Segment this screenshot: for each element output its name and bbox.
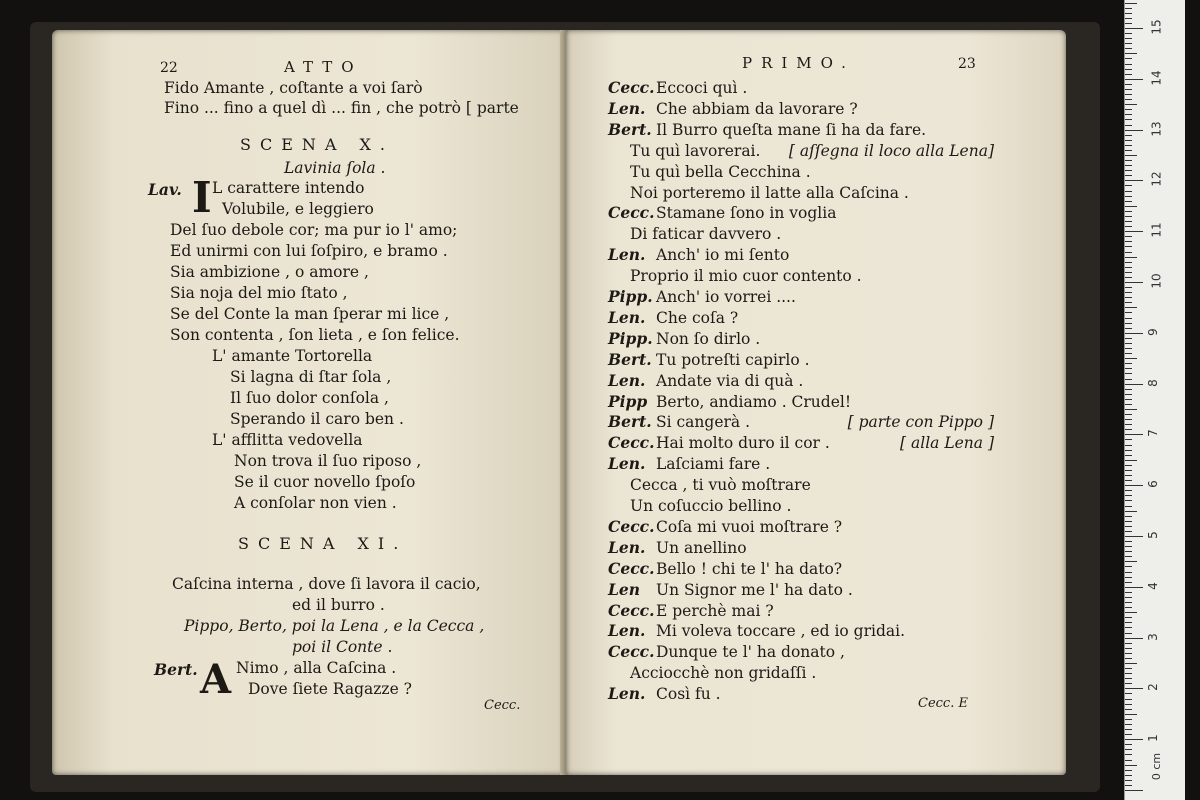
dialogue-line: Non ſo dirlo . (656, 329, 761, 348)
ruler-tick (1125, 282, 1143, 283)
ruler-tick (1125, 99, 1132, 100)
ruler-tick (1125, 445, 1132, 446)
ruler-tick (1125, 84, 1132, 85)
speaker-label: Bert. (154, 660, 198, 679)
dialogue-line: Berto, andiamo . Crudel! (656, 392, 852, 411)
ruler-tick (1125, 94, 1132, 95)
ruler-tick (1125, 668, 1132, 669)
ruler-tick (1125, 211, 1132, 212)
ruler-tick (1125, 551, 1132, 552)
dialogue-line: Anch' io vorrei .... (656, 288, 796, 306)
speaker-label: Len. (608, 537, 646, 557)
speaker-label: Pipp (608, 391, 648, 411)
ruler-tick (1125, 633, 1132, 634)
ruler-tick (1125, 221, 1132, 222)
stage-direction: [ aſſegna il loco alla Lena] (788, 141, 994, 160)
verse-line: Volubile, e leggiero (222, 200, 374, 218)
page-number-left: 22 (160, 60, 178, 76)
ruler-number: 1 (1145, 734, 1160, 743)
dialogue-line: Andate via di quà . (656, 371, 804, 390)
ruler-tick (1125, 739, 1143, 740)
stage-setting: Caſcina interna , dove ſi lavora il cacio, (172, 575, 481, 593)
verse-line: Fino ... fino a quel dì ... fin , che potrò [ parte (164, 99, 519, 117)
ruler-tick (1125, 485, 1143, 486)
ruler-tick (1125, 699, 1132, 700)
verse-line: Non trova il ſuo riposo , (234, 452, 422, 470)
ruler-tick (1125, 582, 1132, 583)
ruler-tick (1125, 693, 1132, 694)
ruler-tick (1125, 419, 1132, 420)
ruler-tick (1125, 780, 1132, 781)
ruler-tick (1125, 257, 1137, 258)
ruler-tick (1125, 704, 1132, 705)
ruler-tick (1125, 627, 1132, 628)
dialogue-line: Stamane ſono in voglia (656, 204, 837, 223)
ruler-number: 2 (1145, 683, 1160, 692)
ruler-tick (1125, 617, 1132, 618)
cast-list: poi il Conte . (292, 638, 393, 656)
ruler-number: 6 (1145, 480, 1160, 489)
ruler-tick (1125, 18, 1132, 19)
ruler-tick (1125, 58, 1132, 59)
ruler-tick (1125, 272, 1132, 273)
drop-cap: A (200, 656, 232, 703)
ruler-tick (1125, 114, 1132, 115)
ruler-tick (1125, 643, 1132, 644)
ruler-tick (1125, 714, 1137, 715)
ruler-tick (1125, 318, 1132, 319)
dialogue-line: Si cangerà . (656, 413, 751, 432)
speaker-label: Len. (608, 454, 646, 474)
ruler-tick (1125, 297, 1132, 298)
ruler-tick (1125, 511, 1137, 512)
speaker-label: Bert. (608, 349, 652, 369)
ruler-unit: 0 cm (1150, 752, 1164, 781)
speaker-label: Cecc. (608, 642, 655, 662)
ruler-tick (1125, 180, 1143, 181)
speaker-label: Len. (608, 245, 646, 265)
ruler-tick (1125, 109, 1132, 110)
ruler-tick (1125, 368, 1132, 369)
ruler-tick (1125, 302, 1132, 303)
ruler-number: 11 (1149, 222, 1164, 238)
ruler-tick (1125, 409, 1137, 410)
verse-line: Sia ambizione , o amore , (170, 263, 369, 281)
ruler-tick (1125, 566, 1132, 567)
ruler-tick (1125, 389, 1132, 390)
ruler-tick (1125, 592, 1132, 593)
ruler-tick (1125, 399, 1132, 400)
drop-cap: I (192, 173, 212, 222)
ruler-number: 4 (1145, 581, 1160, 590)
dialogue-line: Mi voleva toccare , ed io gridai. (656, 622, 905, 641)
ruler-number: 5 (1145, 531, 1160, 539)
ruler-tick (1125, 414, 1132, 415)
ruler-tick (1125, 394, 1132, 395)
ruler-tick (1125, 536, 1143, 537)
ruler-tick (1125, 43, 1132, 44)
speaker-label: Len. (608, 684, 646, 704)
ruler-number: 13 (1149, 120, 1164, 137)
ruler-tick (1125, 597, 1132, 598)
speaker-label: Cecc. (608, 203, 655, 223)
running-head-left: ATTO (284, 58, 363, 76)
ruler-tick (1125, 434, 1143, 435)
ruler-tick (1125, 292, 1132, 293)
ruler-tick (1125, 404, 1132, 405)
stage-direction: [ alla Lena ] (900, 434, 994, 453)
ruler-tick (1125, 343, 1132, 344)
left-page (52, 30, 564, 775)
ruler-tick (1125, 231, 1143, 232)
ruler-tick (1125, 165, 1132, 166)
ruler-tick (1125, 526, 1132, 527)
ruler-tick (1125, 439, 1132, 440)
ruler-tick (1125, 658, 1132, 659)
ruler-tick (1125, 23, 1132, 24)
speaker-label: Len. (608, 98, 646, 118)
ruler-tick (1125, 379, 1132, 380)
verse-line: Dove ſiete Ragazze ? (248, 680, 412, 698)
dialogue-line: Un anellino (656, 538, 747, 557)
ruler-number: 3 (1145, 632, 1160, 641)
catchword-right: Cecc. E (918, 696, 968, 711)
ruler-tick (1125, 353, 1132, 354)
ruler-tick (1125, 724, 1132, 725)
ruler-tick (1125, 785, 1132, 786)
ruler-tick (1125, 140, 1132, 141)
ruler-tick (1125, 531, 1132, 532)
ruler-tick (1125, 612, 1137, 613)
ruler-tick (1125, 8, 1132, 9)
ruler-tick (1125, 673, 1132, 674)
ruler-tick (1125, 236, 1132, 237)
verse-line: Nimo , alla Caſcina . (236, 659, 397, 677)
ruler-tick (1125, 348, 1132, 349)
ruler-tick (1125, 495, 1132, 496)
ruler-tick (1125, 465, 1132, 466)
ruler-tick (1125, 561, 1137, 562)
ruler-tick (1125, 638, 1143, 639)
dialogue-line: Acciocchè non gridaſſi . (630, 664, 817, 683)
ruler-tick (1125, 460, 1137, 461)
ruler-number: 9 (1145, 327, 1160, 336)
ruler-tick (1125, 191, 1132, 192)
ruler-tick (1125, 130, 1143, 131)
scene-x-heading: SCENA X. (240, 135, 394, 154)
ruler-tick (1125, 333, 1143, 334)
ruler-tick (1125, 373, 1132, 374)
dialogue-line: Eccoci quì . (656, 79, 748, 97)
verse-line: Fido Amante , coſtante a voi ſarò (164, 79, 423, 97)
ruler-tick (1125, 688, 1143, 689)
ruler-tick (1125, 74, 1132, 75)
dialogue-line: Noi porteremo il latte alla Caſcina . (630, 183, 909, 202)
ruler-tick (1125, 328, 1132, 329)
measuring-ruler (1124, 0, 1185, 800)
verse-line: L carattere intendo (212, 179, 365, 197)
ruler-tick (1125, 516, 1132, 517)
dialogue-line: Tu potreſti capirlo . (656, 350, 810, 369)
ruler-tick (1125, 89, 1132, 90)
dialogue-line: Di faticar davvero . (630, 225, 782, 244)
speaker-label: Pipp. (608, 287, 653, 306)
ruler-tick (1125, 653, 1132, 654)
ruler-tick (1125, 734, 1132, 735)
dialogue-line: Anch' io mi ſento (656, 246, 790, 265)
dialogue-line: Tu quì lavorerai. (630, 141, 761, 160)
ruler-tick (1125, 429, 1132, 430)
dialogue-line: Tu quì bella Cecchina . (630, 162, 811, 181)
ruler-tick (1125, 119, 1132, 120)
ruler-tick (1125, 196, 1132, 197)
speaker-label: Bert. (608, 119, 652, 139)
verse-line: L' afflitta vedovella (212, 431, 363, 449)
ruler-tick (1125, 201, 1132, 202)
ruler-tick (1125, 556, 1132, 557)
dialogue-line: Bello ! chi te l' ha dato? (656, 559, 843, 578)
dialogue-line: Così fu . (656, 685, 721, 704)
verse-line: Se il cuor novello ſpoſo (234, 473, 416, 491)
ruler-number: 7 (1145, 429, 1160, 438)
speaker-label: Len. (608, 621, 646, 641)
ruler-tick (1125, 160, 1132, 161)
ruler-number: 15 (1149, 19, 1164, 35)
ruler-tick (1125, 13, 1132, 14)
stage-direction: [ parte con Pippo ] (847, 413, 994, 432)
ruler-tick (1125, 663, 1137, 664)
ruler-tick (1125, 541, 1132, 542)
ruler-tick (1125, 216, 1132, 217)
dialogue-line: Un coſuccio bellino . (630, 497, 792, 515)
ruler-tick (1125, 206, 1137, 207)
speaker-label: Len. (608, 307, 646, 327)
ruler-tick (1125, 79, 1143, 80)
verse-line: Sperando il caro ben . (230, 410, 404, 428)
verse-line: Si lagna di ſtar ſola , (230, 368, 392, 386)
speaker-label: Len. (608, 370, 646, 390)
scene-xi-heading: SCENA XI. (238, 534, 408, 553)
ruler-tick (1125, 175, 1132, 176)
ruler-tick (1125, 622, 1132, 623)
dialogue-line: E perchè mai ? (656, 601, 774, 620)
ruler-number: 8 (1145, 378, 1160, 387)
dialogue-line: Che coſa ? (656, 308, 739, 327)
ruler-tick (1125, 648, 1132, 649)
speaker-label: Cecc. (608, 78, 655, 97)
verse-line: Son contenta , ſon lieta , e ſon felice. (170, 326, 460, 344)
ruler-tick (1125, 384, 1143, 385)
ruler-tick (1125, 3, 1137, 4)
ruler-tick (1125, 53, 1137, 54)
ruler-tick (1125, 744, 1132, 745)
catchword-left: Cecc. (484, 698, 521, 713)
verse-line: Ed unirmi con lui ſoſpiro, e bramo . (170, 242, 448, 260)
verse-line: Se del Conte la man ſperar mi lice , (170, 305, 450, 323)
speaker-label: Pipp. (608, 328, 653, 348)
ruler-tick (1125, 775, 1132, 776)
ruler-tick (1125, 490, 1132, 491)
ruler-tick (1125, 790, 1143, 791)
verse-line: L' amante Tortorella (212, 347, 373, 365)
running-head-right: PRIMO. (742, 54, 855, 72)
ruler-tick (1125, 226, 1132, 227)
dialogue-line: Dunque te l' ha donato , (656, 643, 845, 662)
ruler-tick (1125, 246, 1132, 247)
dialogue-line: Il Burro queſta mane ſi ha da fare. (656, 120, 927, 139)
dialogue-line: Coſa mi vuoi moſtrare ? (656, 517, 843, 536)
ruler-tick (1125, 155, 1137, 156)
ruler-tick (1125, 312, 1132, 313)
speaker-label: Len (608, 579, 641, 599)
ruler-tick (1125, 475, 1132, 476)
ruler-tick (1125, 323, 1132, 324)
ruler-tick (1125, 135, 1132, 136)
ruler-tick (1125, 145, 1132, 146)
cast-list: Pippo, Berto, poi la Lena , e la Cecca , (184, 617, 485, 635)
ruler-tick (1125, 765, 1137, 766)
ruler-tick (1125, 287, 1132, 288)
dialogue-line: Che abbiam da lavorare ? (656, 99, 858, 118)
ruler-tick (1125, 252, 1132, 253)
scene-x-character: Lavinia ſola . (284, 159, 386, 177)
ruler-tick (1125, 358, 1137, 359)
ruler-tick (1125, 38, 1132, 39)
ruler-tick (1125, 749, 1132, 750)
ruler-tick (1125, 500, 1132, 501)
ruler-tick (1125, 470, 1132, 471)
verse-line: Sia noja del mio ſtato , (170, 284, 348, 302)
dialogue-line: Proprio il mio cuor contento . (630, 267, 862, 286)
right-page (566, 30, 1066, 775)
ruler-tick (1125, 277, 1132, 278)
ruler-tick (1125, 64, 1132, 65)
ruler-tick (1125, 480, 1132, 481)
ruler-number: 10 (1149, 273, 1164, 289)
ruler-tick (1125, 521, 1132, 522)
dialogue-line: Un Signor me l' ha dato . (656, 580, 853, 599)
ruler-tick (1125, 33, 1132, 34)
ruler-tick (1125, 170, 1132, 171)
ruler-tick (1125, 150, 1132, 151)
ruler-tick (1125, 683, 1132, 684)
ruler-tick (1125, 760, 1132, 761)
ruler-tick (1125, 338, 1132, 339)
ruler-tick (1125, 546, 1132, 547)
ruler-tick (1125, 729, 1132, 730)
ruler-tick (1125, 307, 1137, 308)
ruler-tick (1125, 587, 1143, 588)
verse-line: Il ſuo dolor conſola , (230, 389, 389, 407)
ruler-tick (1125, 48, 1132, 49)
ruler-tick (1125, 104, 1137, 105)
verse-line: Del ſuo debole cor; ma pur io l' amo; (170, 221, 458, 239)
ruler-tick (1125, 455, 1132, 456)
ruler-tick (1125, 241, 1132, 242)
ruler-tick (1125, 363, 1132, 364)
ruler-tick (1125, 607, 1132, 608)
dialogue-line: Laſciami fare . (656, 455, 771, 474)
ruler-tick (1125, 28, 1143, 29)
dialogue-line: Cecca , ti vuò moſtrare (630, 476, 811, 495)
ruler-tick (1125, 69, 1132, 70)
ruler-tick (1125, 125, 1132, 126)
stage-setting: ed il burro . (292, 596, 385, 614)
verse-line: A conſolar non vien . (234, 494, 397, 512)
ruler-number: 14 (1149, 70, 1164, 86)
ruler-tick (1125, 770, 1132, 771)
ruler-tick (1125, 754, 1132, 755)
dialogue-line: Hai molto duro il cor . (656, 434, 830, 453)
speaker-label: Cecc. (608, 433, 655, 453)
page-number-right: 23 (958, 56, 976, 72)
speaker-label: Bert. (608, 412, 652, 432)
speaker-label: Cecc. (608, 558, 655, 578)
ruler-tick (1125, 267, 1132, 268)
ruler-number: 12 (1149, 171, 1164, 188)
ruler-tick (1125, 577, 1132, 578)
ruler-tick (1125, 262, 1132, 263)
speaker-label: Cecc. (608, 600, 655, 620)
ruler-tick (1125, 709, 1132, 710)
speaker-label: Cecc. (608, 516, 655, 536)
speaker-label: Lav. (148, 180, 182, 199)
ruler-tick (1125, 185, 1132, 186)
ruler-tick (1125, 602, 1132, 603)
ruler-tick (1125, 424, 1132, 425)
ruler-tick (1125, 450, 1132, 451)
ruler-tick (1125, 719, 1132, 720)
ruler-tick (1125, 678, 1132, 679)
ruler-tick (1125, 572, 1132, 573)
ruler-tick (1125, 506, 1132, 507)
